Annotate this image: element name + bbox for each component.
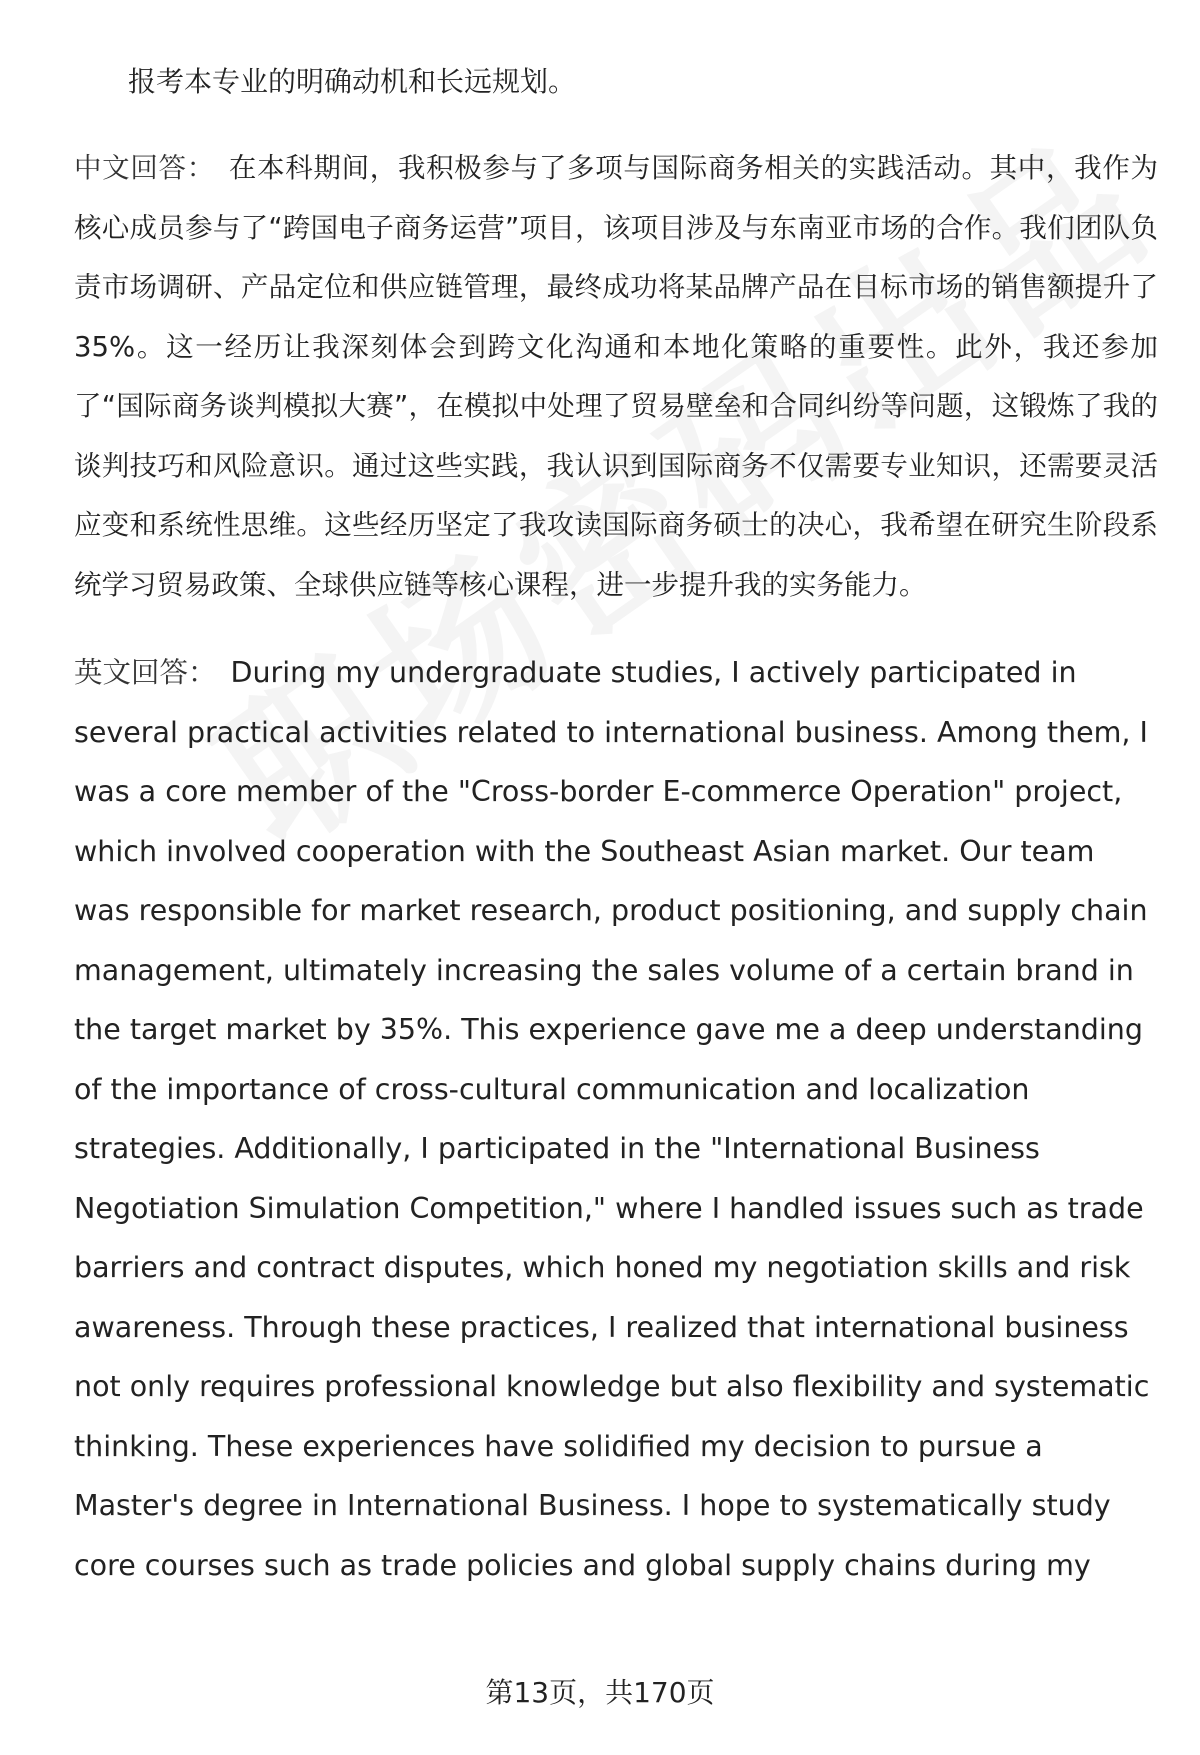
- page-indicator: 第13页，共170页: [485, 1676, 715, 1709]
- english-answer-paragraph: [74, 643, 1158, 1595]
- chinese-answer-paragraph: [74, 139, 1158, 615]
- chinese-answer-text: 在本科期间，我积极参与了多项与国际商务相关的实践活动。其中，我作为核心成员参与了“跨国电子商务运营”项目，该项目涉及与东南亚市场的合作。我们团队负责市场调研、产品定位和供应链管理，最终成功将某品牌产品在目标市场的销售额提升了35%。这一经历让我深刻体会到跨文化沟通和本地化策略的重要性。此外，我还参加了“国际商务谈判模拟大赛”，在模拟中处理了贸易壁垒和合同纠纷等问题，这锻炼了我的谈判技巧和风险意识。通过这些实践，我认识到国际商务不仅需要专业知识，还需要灵活应变和系统性思维。这些经历坚定了我攻读国际商务硕士的决心，我希望在研究生阶段系统学习贸易政策、全球供应链等核心课程，进一步提升我的实务能力。: [74, 152, 1159, 601]
- english-answer-label: 英文回答：: [74, 656, 217, 689]
- intro-line: 报考本专业的明确动机和长远规划。: [128, 65, 577, 98]
- chinese-answer-label: 中文回答：: [74, 152, 215, 184]
- english-answer-text: During my undergraduate studies, I actively participated in several practical activities related to international business. Among them, I was a core member of the "Cross-border E-commerce Operation" project, which involved cooperation with the Southeast Asian market. Our team was responsible for market research, product positioning, and supply chain management, ultimately increasing the sales volume of a certain brand in the target market by 35%. This experience gave me a deep understanding of the importance of cross-cultural communication and localization strategies. Additionally, I participated in the "International Business Negotiation Simulation Competition," where I handled issues such as trade barriers and contract disputes, which honed my negotiation skills and risk awareness. Through these practices, I realized that international business not only requires professional knowledge but also flexibility and systematic thinking. These experiences have solidified my decision to pursue a Master's degree in International Business. I hope to systematically study core courses such as trade policies and global supply chains during my: [74, 656, 1150, 1582]
- page-content: [74, 52, 1158, 1623]
- page-footer: [0, 1673, 1200, 1713]
